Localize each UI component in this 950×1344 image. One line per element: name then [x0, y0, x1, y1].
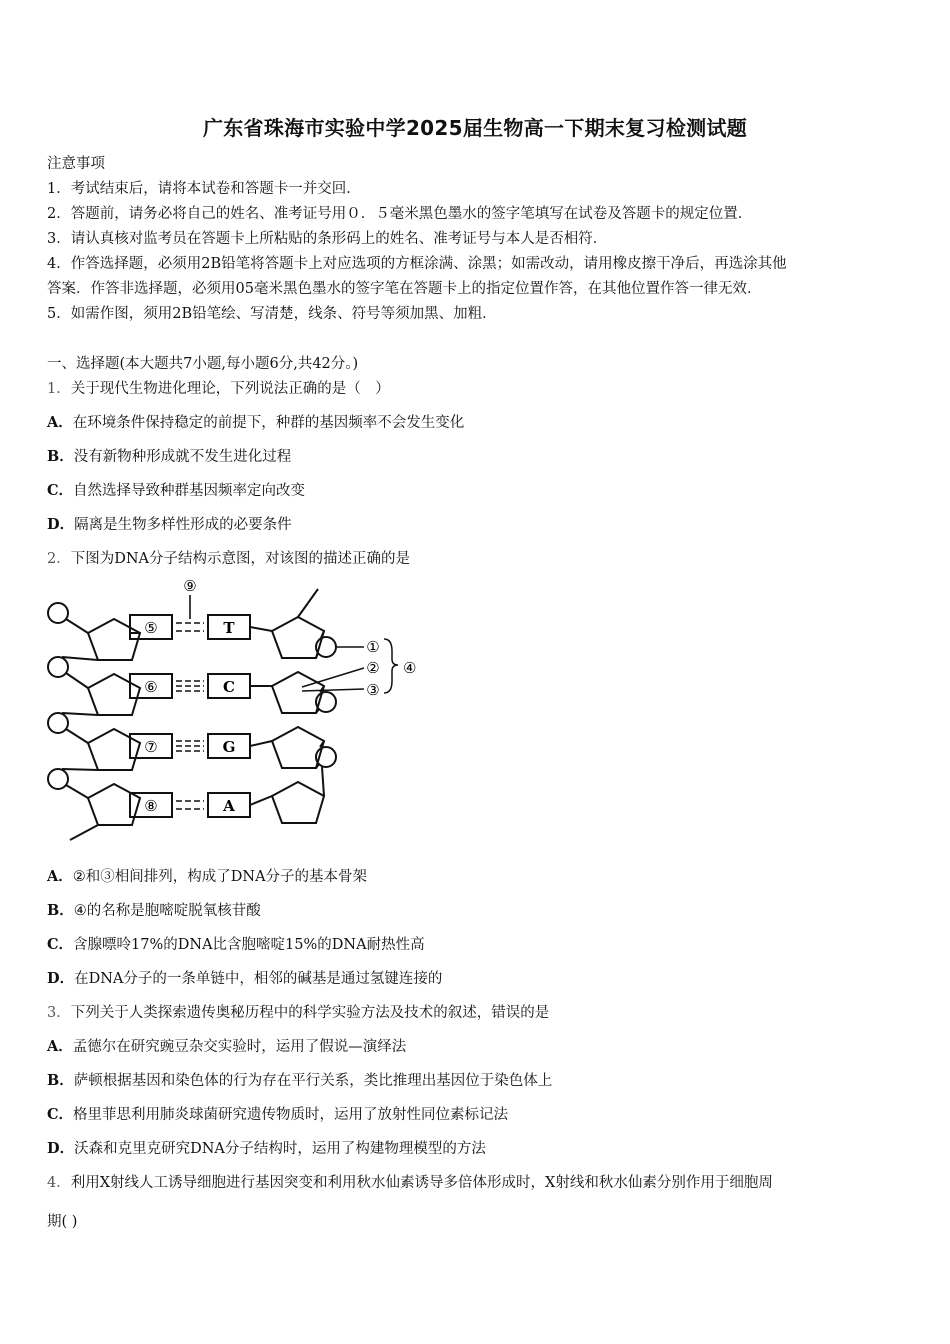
option-key: B．: [47, 1072, 74, 1089]
option-text: 隔离是生物多样性形成的必要条件: [74, 517, 292, 533]
option-text: 在DNA分子的一条单链中，相邻的碱基是通过氢键连接的: [74, 971, 443, 987]
notice-item: 2．答题前，请务必将自己的姓名、准考证号用０．５毫米黑色墨水的签字笔填写在试卷及答题卡的规定位置．: [47, 206, 753, 222]
page-title: 广东省珠海市实验中学2025届生物高一下期末复习检测试题: [202, 116, 748, 140]
option-text: ②和③相间排列，构成了DNA分子的基本骨架: [72, 869, 368, 885]
option-key: D．: [47, 516, 75, 533]
left-strand: [48, 603, 140, 840]
label-2: ②: [366, 659, 380, 677]
deoxyribose-sugar: [88, 784, 140, 825]
option-3a[interactable]: [47, 1035, 406, 1056]
option-text: 含腺嘌呤17%的DNA比含胞嘧啶15%的DNA耐热性高: [73, 937, 425, 953]
notice-item: 答案．作答非选择题，必须用05毫米黑色墨水的签字笔在答题卡上的指定位置作答，在其他位置作答一律无效．: [47, 281, 762, 297]
option-key: D．: [47, 970, 75, 987]
notice-item: 4．作答选择题，必须用2B铅笔将答题卡上对应选项的方框涂满、涂黑；如需改动，请用橡皮擦干净后，再选涂其他: [47, 256, 787, 272]
option-key: A．: [47, 1038, 73, 1055]
option-1c[interactable]: [47, 479, 305, 500]
question-1: [47, 377, 390, 398]
option-text: ④的名称是胞嘧啶脱氧核苷酸: [73, 903, 261, 919]
section-heading: 一、选择题(本大题共7小题,每小题6分,共42分。): [47, 356, 359, 372]
question-4: [47, 1171, 773, 1192]
label-6: ⑥: [144, 678, 158, 696]
option-3b[interactable]: [47, 1069, 552, 1090]
hydrogen-bonds: [176, 595, 204, 809]
option-key: A．: [47, 414, 73, 431]
option-key: C．: [47, 482, 74, 499]
option-key: B．: [47, 448, 74, 465]
base-t: T: [223, 619, 235, 637]
deoxyribose-sugar: [88, 674, 140, 715]
question-stem: 下图为DNA分子结构示意图，对该图的描述正确的是: [70, 551, 411, 567]
label-8: ⑧: [144, 797, 158, 815]
option-2d[interactable]: [47, 967, 442, 988]
question-stem: 利用X射线人工诱导细胞进行基因突变和利用秋水仙素诱导多倍体形成时，X射线和秋水仙素分别作用于细胞周: [70, 1175, 773, 1191]
dna-structure-diagram: [40, 575, 420, 845]
notice-item: 5．如需作图，须用2B铅笔绘、写清楚，线条、符号等须加黑、加粗．: [47, 306, 497, 322]
deoxyribose-sugar: [88, 729, 140, 770]
option-text: 自然选择导致种群基因频率定向改变: [73, 483, 306, 499]
option-2a[interactable]: [47, 865, 367, 886]
option-text: 沃森和克里克研究DNA分子结构时，运用了构建物理模型的方法: [74, 1141, 486, 1157]
label-9: ⑨: [183, 577, 197, 595]
option-key: C．: [47, 1106, 74, 1123]
option-3d[interactable]: [47, 1137, 486, 1158]
option-1d[interactable]: [47, 513, 292, 534]
option-text: 在环境条件保持稳定的前提下，种群的基因频率不会发生变化: [72, 415, 465, 431]
question-stem: 关于现代生物进化理论，下列说法正确的是（ ）: [70, 381, 390, 397]
base-c: C: [223, 678, 235, 696]
option-key: C．: [47, 936, 74, 953]
right-strand: [250, 589, 336, 823]
question-number: 2．: [47, 551, 71, 567]
option-key: B．: [47, 902, 74, 919]
option-text: 格里菲思利用肺炎球菌研究遗传物质时，运用了放射性同位素标记法: [73, 1107, 509, 1123]
question-number: 4．: [47, 1175, 71, 1191]
option-1a[interactable]: [47, 411, 464, 432]
option-key: A．: [47, 868, 73, 885]
question-3: [47, 1001, 549, 1022]
label-3: ③: [366, 681, 380, 699]
question-number: 1．: [47, 381, 71, 397]
option-2c[interactable]: [47, 933, 425, 954]
option-2b[interactable]: [47, 899, 261, 920]
deoxyribose-sugar: [272, 782, 324, 823]
notice-heading: 注意事项: [47, 156, 105, 172]
option-text: 孟德尔在研究豌豆杂交实验时，运用了假说—演绎法: [72, 1039, 407, 1055]
option-1b[interactable]: [47, 445, 291, 466]
base-g: G: [222, 738, 236, 756]
question-4-continued: 期( ): [47, 1214, 78, 1230]
base-a: A: [223, 797, 235, 815]
label-4: ④: [403, 659, 417, 677]
label-5: ⑤: [144, 619, 158, 637]
label-1: ①: [366, 638, 380, 656]
label-7: ⑦: [144, 738, 158, 756]
option-3c[interactable]: [47, 1103, 508, 1124]
notice-item: 3．请认真核对监考员在答题卡上所粘贴的条形码上的姓名、准考证号与本人是否相符．: [47, 231, 608, 247]
question-number: 3．: [47, 1005, 71, 1021]
notice-item: 1．考试结束后，请将本试卷和答题卡一并交回．: [47, 181, 361, 197]
option-text: 萨顿根据基因和染色体的行为存在平行关系，类比推理出基因位于染色体上: [73, 1073, 553, 1089]
question-2: [47, 547, 410, 568]
question-stem: 下列关于人类探索遗传奥秘历程中的科学实验方法及技术的叙述，错误的是: [70, 1005, 550, 1021]
option-text: 没有新物种形成就不发生进化过程: [73, 449, 292, 465]
option-key: D．: [47, 1140, 75, 1157]
